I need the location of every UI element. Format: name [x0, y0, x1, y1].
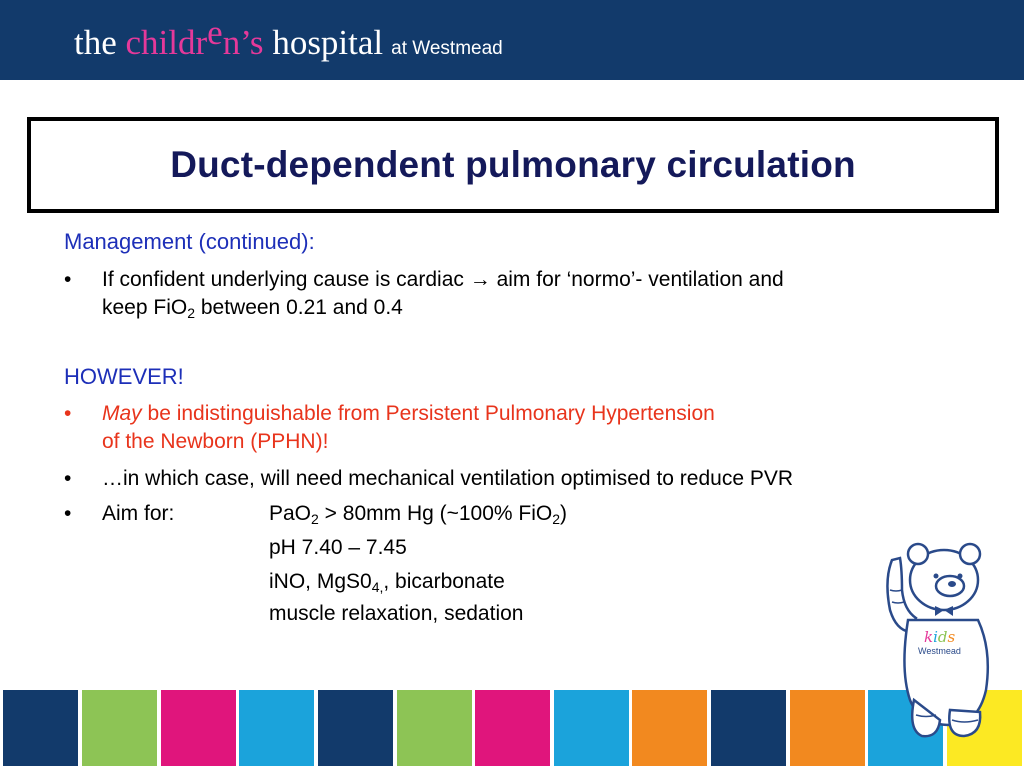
color-stripe: [82, 690, 157, 766]
aim-ino-a: iNO, MgS0: [269, 570, 372, 593]
arrow-icon: →: [469, 268, 491, 291]
logo-place: at Westmead: [391, 38, 503, 59]
bullet-cardiac-line2b: between 0.21 and 0.4: [195, 296, 403, 319]
logo-e: e: [207, 13, 223, 52]
color-stripe: [632, 690, 707, 766]
logo-the: the: [74, 23, 126, 62]
mgso4-subscript: 4,: [371, 579, 384, 595]
logo-childr: childr: [125, 23, 208, 62]
title-box: [27, 117, 999, 213]
bullet-marker: •: [64, 467, 72, 490]
color-stripe: [397, 690, 472, 766]
however-heading: HOWEVER!: [64, 364, 184, 389]
kids-k: k: [924, 628, 934, 646]
aim-ino: [269, 568, 505, 596]
color-stripe: [790, 690, 865, 766]
fio2-subscript-2: 2: [552, 511, 561, 527]
aim-pao2-a: PaO: [269, 502, 312, 525]
color-stripe: [161, 690, 236, 766]
aim-ino-b: , bicarbonate: [383, 570, 505, 593]
logo-hospital: hospital: [263, 23, 384, 62]
bullet-pphn-text: [102, 400, 962, 456]
kids-i: i: [933, 628, 938, 646]
bullet-cardiac-line2a: keep FiO: [102, 296, 188, 319]
kids-s: s: [947, 628, 956, 646]
kids-westmead-bear-logo: [880, 540, 1000, 740]
management-heading: Management (continued):: [64, 229, 315, 254]
bullet-cardiac-part1: If confident underlying cause is cardiac: [102, 268, 464, 291]
header-bar: [0, 0, 1024, 80]
logo-ns: n’s: [222, 23, 264, 62]
aim-pao2-b: > 80mm Hg (~100% FiO: [318, 502, 553, 525]
bullet-marker: •: [64, 502, 72, 525]
bullet-marker: •: [64, 402, 72, 425]
aim-ph: pH 7.40 – 7.45: [269, 536, 407, 559]
color-stripe: [3, 690, 78, 766]
bullet-cardiac-text: [102, 266, 962, 322]
color-stripe: [318, 690, 393, 766]
aim-relaxation: muscle relaxation, sedation: [269, 602, 524, 625]
bullet-marker: •: [64, 268, 72, 291]
bottom-stripes: [0, 688, 1024, 768]
slide-title: Duct-dependent pulmonary circulation: [170, 144, 856, 185]
bear-place: Westmead: [918, 646, 961, 656]
color-stripe: [711, 690, 786, 766]
kids-d: d: [937, 628, 948, 646]
bullet-pphn-line1: be indistinguishable from Persistent Pulmonary Hypertension: [141, 402, 715, 425]
color-stripe: [239, 690, 314, 766]
hospital-logo: [74, 13, 503, 68]
bullet-cardiac-part2: aim for ‘normo’- ventilation and: [496, 268, 784, 291]
color-stripe: [554, 690, 629, 766]
bullet-pphn-line2: of the Newborn (PPHN)!: [102, 430, 329, 453]
bullet-ventilation-text: …in which case, will need mechanical ventilation optimised to reduce PVR: [102, 467, 794, 490]
color-stripe: [475, 690, 550, 766]
bullet-aim-label: Aim for:: [102, 502, 175, 525]
aim-pao2: [269, 500, 567, 528]
pao2-subscript: 2: [311, 511, 319, 527]
aim-pao2-c: ): [560, 502, 568, 525]
slide-content: [64, 228, 964, 625]
fio2-subscript: 2: [187, 305, 195, 321]
bullet-pphn-italic: May: [102, 402, 142, 425]
svg-text:kids: [924, 628, 956, 646]
